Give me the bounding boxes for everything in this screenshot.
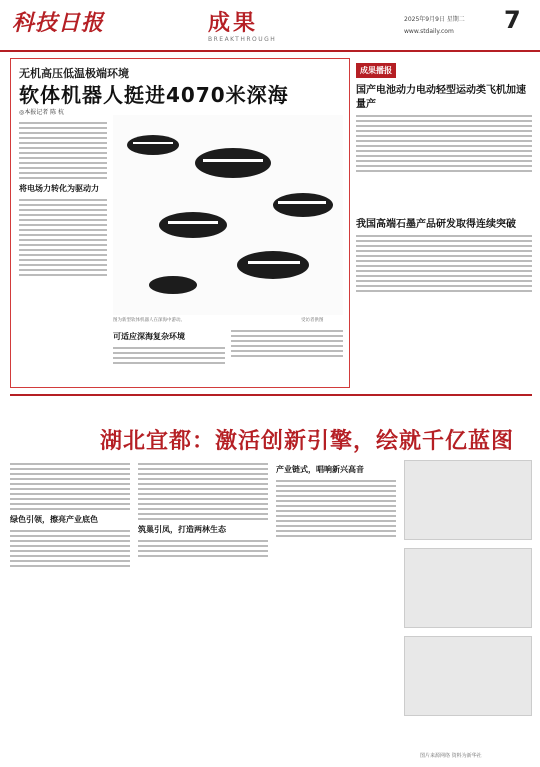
feature-column-2	[113, 327, 225, 381]
brief-body-1	[356, 112, 532, 212]
section-divider	[10, 394, 532, 396]
feature-column-1	[19, 119, 107, 381]
issue-date: 2025年9月9日 星期二	[404, 16, 465, 23]
feature-headline: 软体机器人挺进4070米深海	[19, 83, 289, 107]
brief-body-2	[356, 232, 532, 342]
bottom-column-3	[276, 460, 396, 750]
bottom-column-1	[10, 460, 130, 750]
robot-fish-image	[113, 115, 343, 315]
bottom-column-2	[138, 460, 268, 750]
photo-credit: 受访者供图	[301, 318, 324, 323]
bottom-subhead-3: 筑巢引凤，打造两林生态	[138, 525, 226, 534]
bottom-story	[10, 460, 532, 750]
website[interactable]: www.stdaily.com	[404, 28, 454, 35]
feature-subhead-1: 将电场力转化为驱动力	[19, 184, 99, 193]
image-caption: 图为新型软体机器人在深海中游动。	[113, 318, 185, 323]
feature-column-3	[231, 327, 343, 381]
section-title: 成果	[208, 11, 259, 36]
feature-subhead-2: 可适应深海复杂环境	[113, 332, 185, 341]
industry-photo-3	[404, 636, 532, 716]
news-briefs	[356, 58, 532, 388]
briefs-tag: 成果播报	[356, 63, 396, 78]
newspaper-logo: 科技日报	[12, 10, 105, 36]
bottom-subhead-2: 产业链式，唱响新兴高音	[276, 465, 364, 474]
industry-photo-2	[404, 548, 532, 628]
masthead	[0, 0, 540, 52]
feature-story	[10, 58, 350, 388]
page-number: 7	[504, 6, 521, 34]
feature-kicker: 无机高压低温极端环境	[19, 67, 129, 80]
section-subtitle: BREAKTHROUGH	[208, 36, 277, 43]
industry-photo-1	[404, 460, 532, 540]
feature-byline: ◎本报记者 陈 杭	[19, 109, 65, 116]
bottom-headline: 湖北宜都：激活创新引擎，绘就千亿蓝图	[100, 429, 515, 454]
brief-headline-2: 我国高端石墨产品研发取得连续突破	[356, 219, 516, 230]
bottom-subhead-1: 绿色引领，擦亮产业底色	[10, 515, 98, 524]
brief-headline-1: 国产电池动力电动轻型运动类飞机加速量产	[356, 85, 526, 110]
footer-note: 图片来源网络 资料为新华社	[420, 753, 482, 759]
